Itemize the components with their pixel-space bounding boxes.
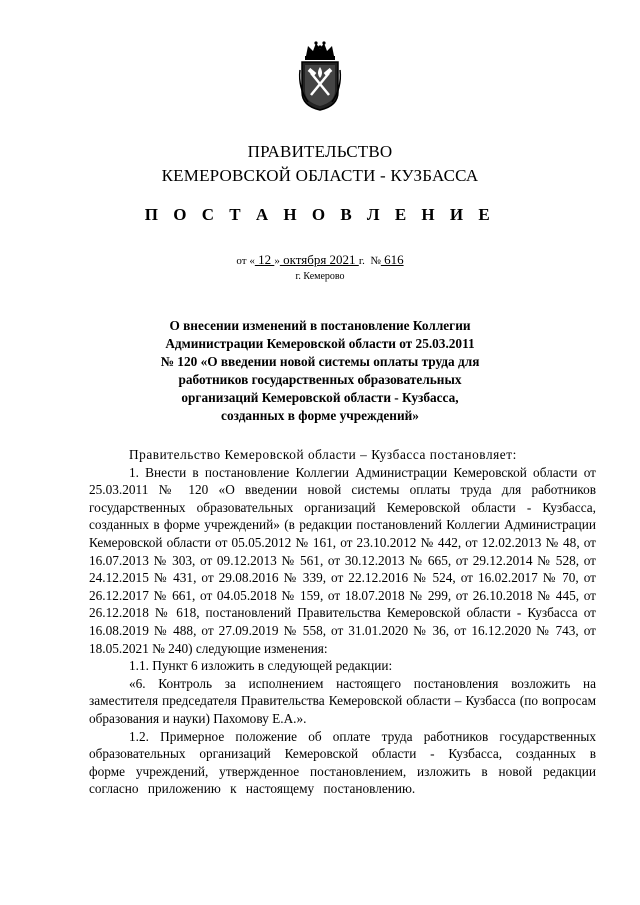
subject-line: работников государственных образовательных: [178, 372, 462, 387]
paragraph-1: 1. Внести в постановление Коллегии Администрации Кемеровской области от 25.03.2011 № 120 «О введении новой системы оплаты труда для работников государственных образовательных организаций Кемеровской области - Кузбасса, созданных в форме учреждений» (в редакции постановлений Коллегии Администрации Кемеровской области от 05.05.2012 № 161, от 23.10.2012 № 442, от 12.02.2013 № 48, от 16.07.2013 № 303, от 09.12.2013 № 561, от 30.12.2013 № 665, от 29.12.2014 № 528, от 24.12.2015 № 431, от 29.08.2016 № 339, от 22.12.2016 № 524, от 16.02.2017 № 70, от 26.12.2017 № 661, от 04.05.2018 № 159, от 18.07.2018 № 299, от 26.10.2018 № 445, от 26.12.2018 № 618, постановлений Правительства Кемеровской области - Кузбасса от 16.08.2019 № 488, от 27.09.2019 № 558, от 31.01.2020 № 36, от 16.12.2020 № 743, от 18.05.2021 № 240) следующие изменения:: [89, 464, 596, 656]
subject-line: № 120 «О введении новой системы оплаты труда для: [160, 354, 480, 369]
government-name-line1: ПРАВИТЕЛЬСТВО: [247, 142, 393, 161]
date-year-suffix: г.: [358, 255, 365, 267]
document-city: г. Кемерово: [295, 271, 345, 282]
coat-of-arms-icon: [296, 40, 344, 112]
paragraph-1-1: 1.1. Пункт 6 изложить в следующей редакции:: [129, 658, 393, 674]
date-month-year: октября 2021: [279, 252, 359, 267]
paragraph-1-2: 1.2. Примерное положение об оплате труда работников государственных образовательных организаций Кемеровской области - Кузбасса, созданных в форме учреждений, утвержденное постановлением, изложить в новой редакции согласно приложению к настоящему постановлению.: [89, 728, 596, 797]
number-prefix: №: [370, 255, 381, 267]
date-mid: »: [274, 255, 280, 267]
subject-line: созданных в форме учреждений»: [221, 408, 419, 423]
document-date-number: [0, 252, 640, 268]
document-number: 616: [380, 252, 404, 267]
document-subject: [150, 317, 490, 425]
date-day: 12: [254, 252, 275, 267]
document-type-title: П О С Т А Н О В Л Е Н И Е: [144, 205, 496, 224]
subject-line: О внесении изменений в постановление Коллегии: [169, 318, 471, 333]
subject-line: организаций Кемеровской области - Кузбасса,: [181, 390, 459, 405]
date-prefix: от «: [236, 255, 255, 267]
paragraph-1-1-text: «6. Контроль за исполнением настоящего постановления возложить на заместителя председателя Правительства Кемеровской области – Кузбасса (по вопросам образования и науки) Пахомову Е.А.».: [89, 675, 596, 726]
intro-paragraph: Правительство Кемеровской области – Кузбасса постановляет:: [129, 447, 517, 462]
government-name-line2: КЕМЕРОВСКОЙ ОБЛАСТИ - КУЗБАССА: [161, 166, 479, 185]
document-body: [89, 446, 596, 798]
subject-line: Администрации Кемеровской области от 25.03.2011: [165, 336, 475, 351]
